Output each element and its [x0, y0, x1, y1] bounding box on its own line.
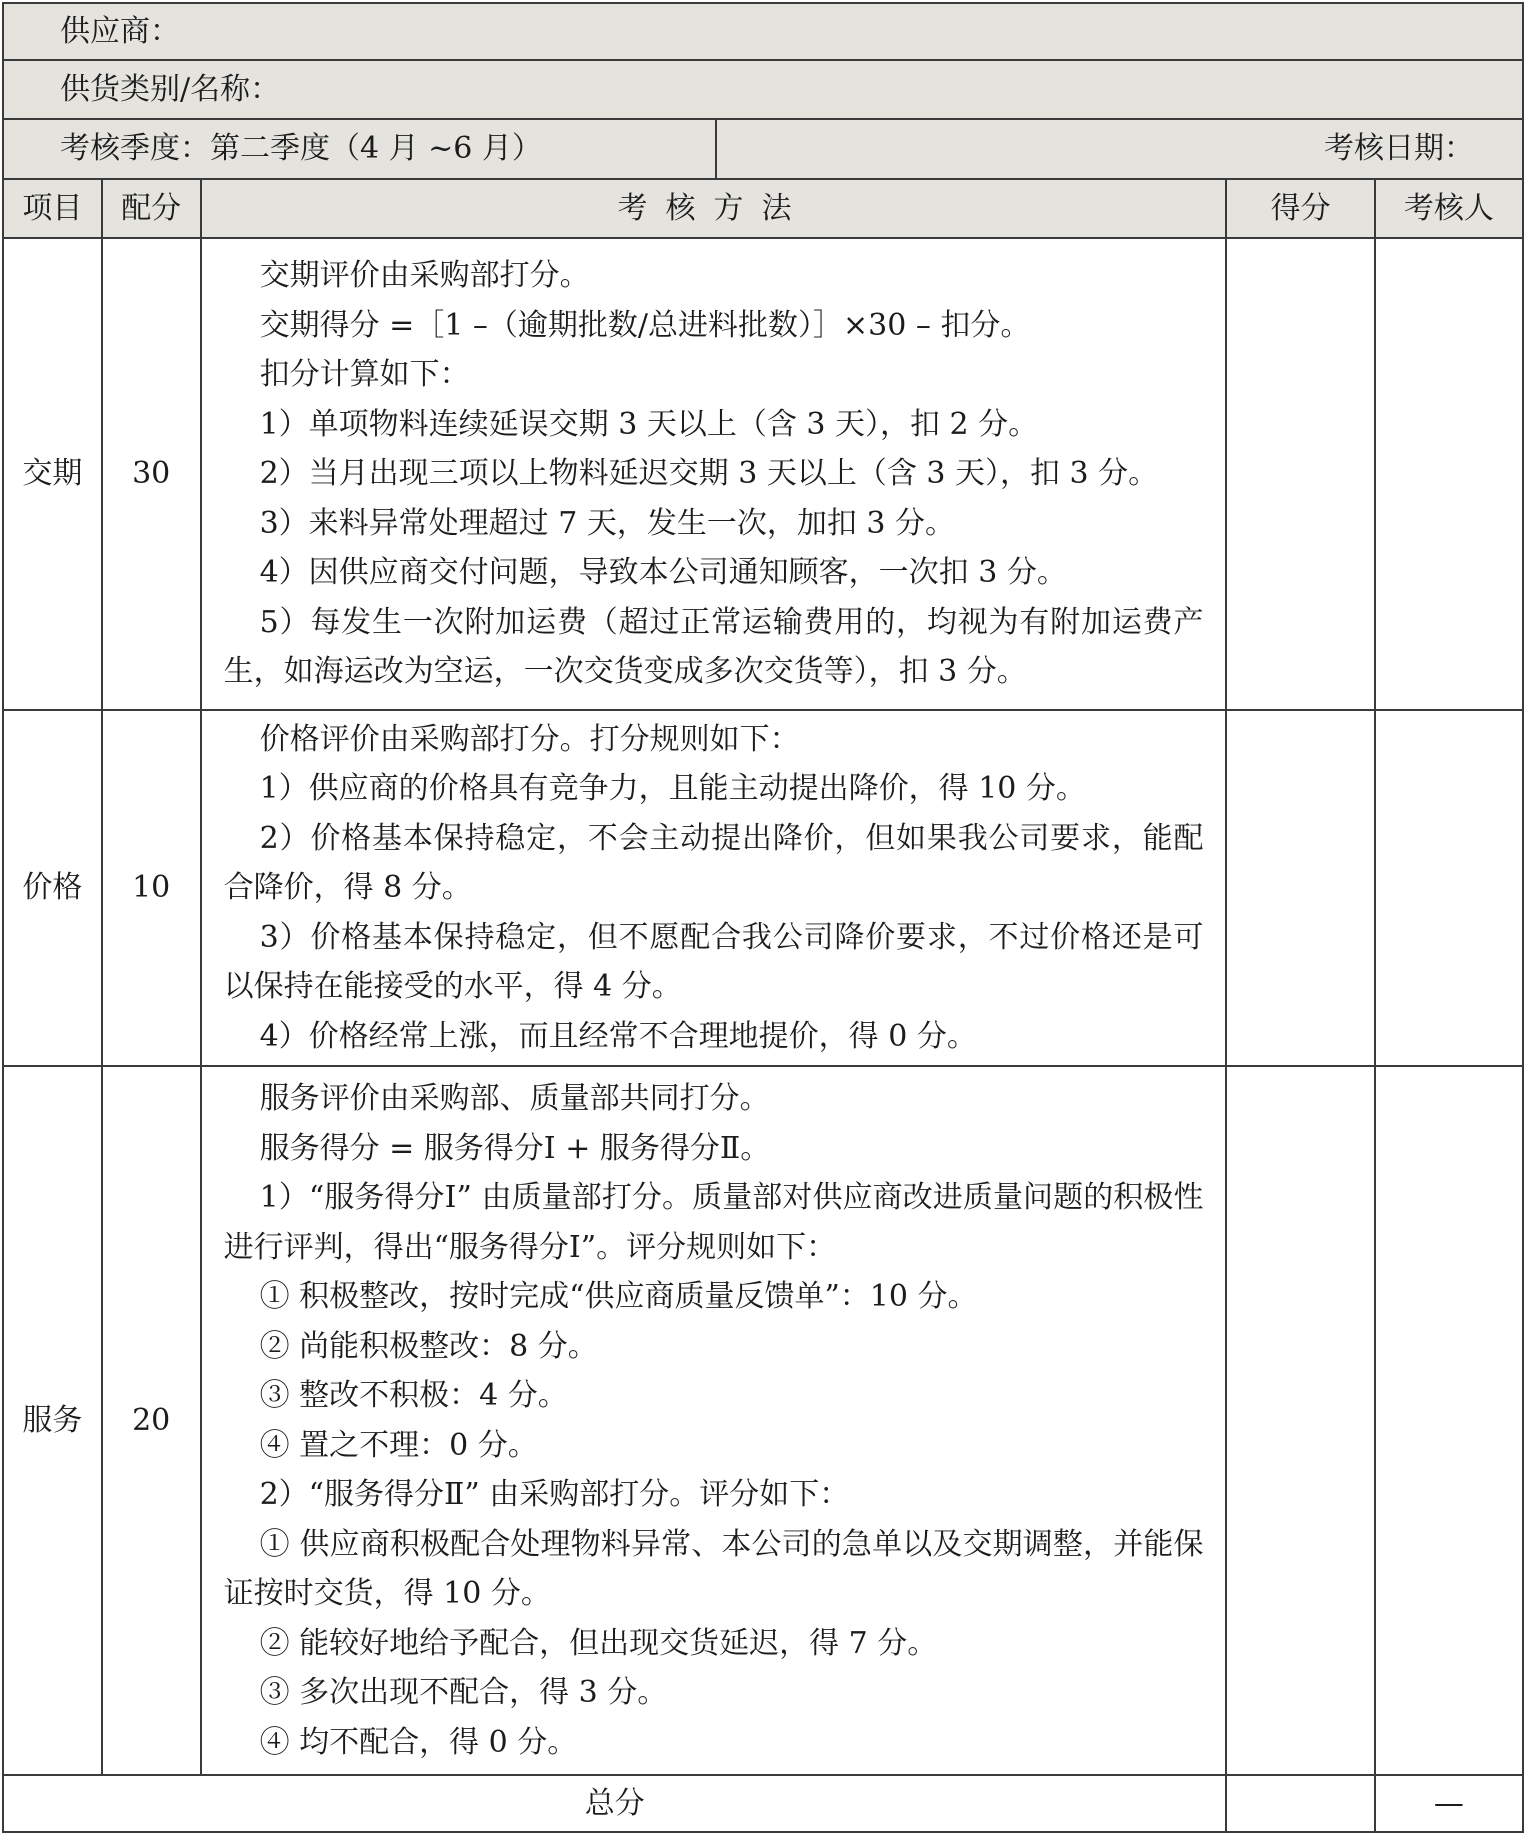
method-line: 1）供应商的价格具有竞争力，且能主动提出降价，得 10 分。 — [259, 771, 1086, 807]
header-item: 项目 — [3, 179, 102, 238]
total-score-cell — [1226, 1775, 1374, 1832]
method-line: ④ 置之不理：0 分。 — [259, 1427, 538, 1463]
method-line: ③ 多次出现不配合，得 3 分。 — [259, 1675, 668, 1710]
quarter-row — [3, 119, 1523, 179]
assessment-date-label: 考核日期： — [716, 119, 1523, 179]
method-line: 3）价格基本保持稳定，但不愿配合我公司降价要求，不过价格还是可以保持在能接受的水平，得 4 分。 — [223, 919, 1204, 1005]
method-line: 1）“服务得分Ⅰ” 由质量部打分。质量部对供应商改进质量问题的积极性进行评判，得出“服务得分Ⅰ”。评分规则如下： — [223, 1180, 1204, 1265]
method-line: 价格评价由采购部打分。打分规则如下： — [259, 721, 800, 757]
method-line: 2）价格基本保持稳定，不会主动提出降价，但如果我公司要求，能配合降价，得 8 分。 — [223, 820, 1204, 906]
score-cell — [1226, 238, 1374, 710]
method-line: ① 供应商积极配合处理物料异常、本公司的急单以及交期调整，并能保证按时交货，得 10 分。 — [223, 1526, 1204, 1611]
points-cell: 30 — [102, 238, 201, 710]
table-row-price — [3, 710, 1523, 1066]
method-line: 扣分计算如下： — [259, 357, 470, 393]
header-points: 配分 — [102, 179, 201, 238]
points-cell: 20 — [102, 1066, 201, 1775]
item-cell: 交期 — [3, 238, 102, 710]
method-line: 2）当月出现三项以上物料延迟交期 3 天以上（含 3 天），扣 3 分。 — [259, 456, 1159, 492]
assessor-cell — [1375, 710, 1523, 1066]
supplier-label: 供应商： — [3, 3, 1523, 60]
total-assessor-dash: — — [1375, 1775, 1523, 1832]
table-row-service — [3, 1066, 1523, 1775]
method-cell — [201, 1066, 1227, 1775]
header-assessor: 考核人 — [1375, 179, 1523, 238]
method-line: 4）价格经常上涨，而且经常不合理地提价，得 0 分。 — [259, 1018, 977, 1054]
assessor-cell — [1375, 238, 1523, 710]
category-label: 供货类别/名称： — [3, 60, 1523, 119]
score-cell — [1226, 1066, 1374, 1775]
method-line: ③ 整改不积极：4 分。 — [259, 1378, 568, 1413]
points-cell: 10 — [102, 710, 201, 1066]
supplier-row — [3, 3, 1523, 60]
method-line: ① 积极整改，按时完成“供应商质量反馈单”：10 分。 — [259, 1279, 978, 1314]
total-label: 总分 — [3, 1775, 1226, 1832]
column-header-row — [3, 179, 1523, 238]
method-line: ② 尚能积极整改：8 分。 — [259, 1328, 598, 1364]
category-row — [3, 60, 1523, 119]
method-cell — [201, 238, 1227, 710]
total-row — [3, 1775, 1523, 1832]
assessor-cell — [1375, 1066, 1523, 1775]
method-line: 服务得分 = 服务得分Ⅰ + 服务得分Ⅱ。 — [259, 1130, 771, 1166]
method-line: ④ 均不配合，得 0 分。 — [259, 1724, 578, 1760]
header-method: 考核方法 — [201, 179, 1227, 238]
table-row-delivery — [3, 238, 1523, 710]
method-line: 3）来料异常处理超过 7 天，发生一次，加扣 3 分。 — [259, 505, 955, 541]
score-cell — [1226, 710, 1374, 1066]
method-line: 服务评价由采购部、质量部共同打分。 — [259, 1081, 770, 1116]
quarter-label: 考核季度：第二季度（4 月 ~6 月） — [3, 119, 716, 179]
method-line: 2）“服务得分Ⅱ” 由采购部打分。评分如下： — [259, 1477, 850, 1512]
method-line: 交期得分 =［1 –（逾期批数/总进料批数）］×30 – 扣分。 — [259, 307, 1031, 343]
header-score: 得分 — [1226, 179, 1374, 238]
method-line: 5）每发生一次附加运费（超过正常运输费用的，均视为有附加运费产生，如海运改为空运，一次交货变成多次交货等），扣 3 分。 — [223, 604, 1204, 690]
supplier-assessment-table — [2, 2, 1524, 1833]
method-line: 1）单项物料连续延误交期 3 天以上（含 3 天），扣 2 分。 — [259, 406, 1039, 442]
item-cell: 服务 — [3, 1066, 102, 1775]
item-cell: 价格 — [3, 710, 102, 1066]
method-line: ② 能较好地给予配合，但出现交货延迟，得 7 分。 — [259, 1625, 938, 1661]
method-line: 4）因供应商交付问题，导致本公司通知顾客，一次扣 3 分。 — [259, 555, 1067, 591]
method-line: 交期评价由采购部打分。 — [259, 258, 590, 294]
method-cell — [201, 710, 1227, 1066]
